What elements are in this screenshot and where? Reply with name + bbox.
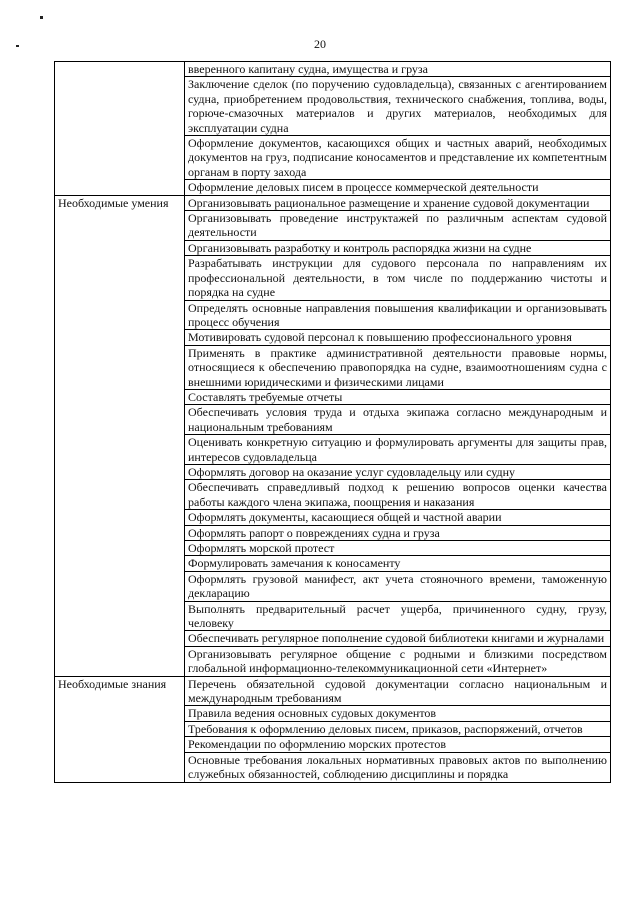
item-cell: Оформление деловых писем в процессе коммерческой деятельности bbox=[185, 180, 611, 195]
table-row bbox=[55, 676, 611, 706]
item-cell: Оформлять рапорт о повреждениях судна и груза bbox=[185, 525, 611, 540]
item-cell: Перечень обязательной судовой документации согласно национальным и международным требованиям bbox=[185, 676, 611, 706]
item-cell: Оформление документов, касающихся общих и частных аварий, необходимых документов на груз, подписание коносаментов и представление их компетентным органам в порту захода bbox=[185, 136, 611, 180]
item-cell: Организовывать проведение инструктажей по различным аспектам судовой деятельности bbox=[185, 211, 611, 241]
item-cell: Обеспечивать регулярное пополнение судовой библиотеки книгами и журналами bbox=[185, 631, 611, 646]
item-cell: Организовывать регулярное общение с родными и близкими посредством глобальной информационно-телекоммуникационной сети «Интернет» bbox=[185, 646, 611, 676]
page-number: 20 bbox=[314, 37, 326, 51]
scan-speck bbox=[16, 45, 19, 47]
item-cell: Выполнять предварительный расчет ущерба, причиненного судну, грузу, человеку bbox=[185, 601, 611, 631]
item-cell: Правила ведения основных судовых документов bbox=[185, 706, 611, 721]
item-cell: Формулировать замечания к коносаменту bbox=[185, 556, 611, 571]
item-cell: вверенного капитану судна, имущества и груза bbox=[185, 62, 611, 77]
item-cell: Требования к оформлению деловых писем, приказов, распоряжений, отчетов bbox=[185, 721, 611, 736]
item-cell: Основные требования локальных нормативных правовых актов по выполнению служебных обязанностей, соблюдению дисциплины и порядка bbox=[185, 752, 611, 782]
item-cell: Применять в практике административной деятельности правовые нормы, относящиеся к обеспечению правопорядка на судне, взаимоотношениям судна с внешними юридическими и физическими лицами bbox=[185, 345, 611, 389]
item-cell: Обеспечивать справедливый подход к решению вопросов оценки качества работы каждого члена экипажа, поощрения и наказания bbox=[185, 480, 611, 510]
item-cell: Мотивировать судовой персонал к повышению профессионального уровня bbox=[185, 330, 611, 345]
category-cell bbox=[55, 62, 185, 196]
competency-table bbox=[54, 61, 611, 783]
item-cell: Определять основные направления повышения квалификации и организовывать процесс обучения bbox=[185, 300, 611, 330]
item-cell: Рекомендации по оформлению морских протестов bbox=[185, 737, 611, 752]
item-cell: Обеспечивать условия труда и отдыха экипажа согласно международным и национальным требованиям bbox=[185, 405, 611, 435]
table-body bbox=[55, 62, 611, 783]
item-cell: Оформлять грузовой манифест, акт учета стояночного времени, таможенную декларацию bbox=[185, 571, 611, 601]
item-cell: Составлять требуемые отчеты bbox=[185, 389, 611, 404]
table-row bbox=[55, 195, 611, 210]
item-cell: Оформлять морской протест bbox=[185, 541, 611, 556]
item-cell: Оценивать конкретную ситуацию и формулировать аргументы для защиты прав, интересов судовладельца bbox=[185, 435, 611, 465]
category-cell: Необходимые умения bbox=[55, 195, 185, 676]
item-cell: Заключение сделок (по поручению судовладельца), связанных с агентированием судна, приобретением продовольствия, технического снабжения, топлива, воды, горюче-смазочных материалов и других материалов, необходимых для эксплуатации судна bbox=[185, 77, 611, 136]
table-row bbox=[55, 62, 611, 77]
item-cell: Разрабатывать инструкции для судового персонала по направлениям их профессиональной деятельности, в том числе по поддержанию чистоты и порядка на судне bbox=[185, 256, 611, 300]
item-cell: Оформлять документы, касающиеся общей и частной аварии bbox=[185, 510, 611, 525]
category-cell: Необходимые знания bbox=[55, 676, 185, 782]
item-cell: Организовывать рациональное размещение и хранение судовой документации bbox=[185, 195, 611, 210]
item-cell: Организовывать разработку и контроль распорядка жизни на судне bbox=[185, 240, 611, 255]
item-cell: Оформлять договор на оказание услуг судовладельцу или судну bbox=[185, 464, 611, 479]
scan-speck bbox=[40, 16, 43, 19]
